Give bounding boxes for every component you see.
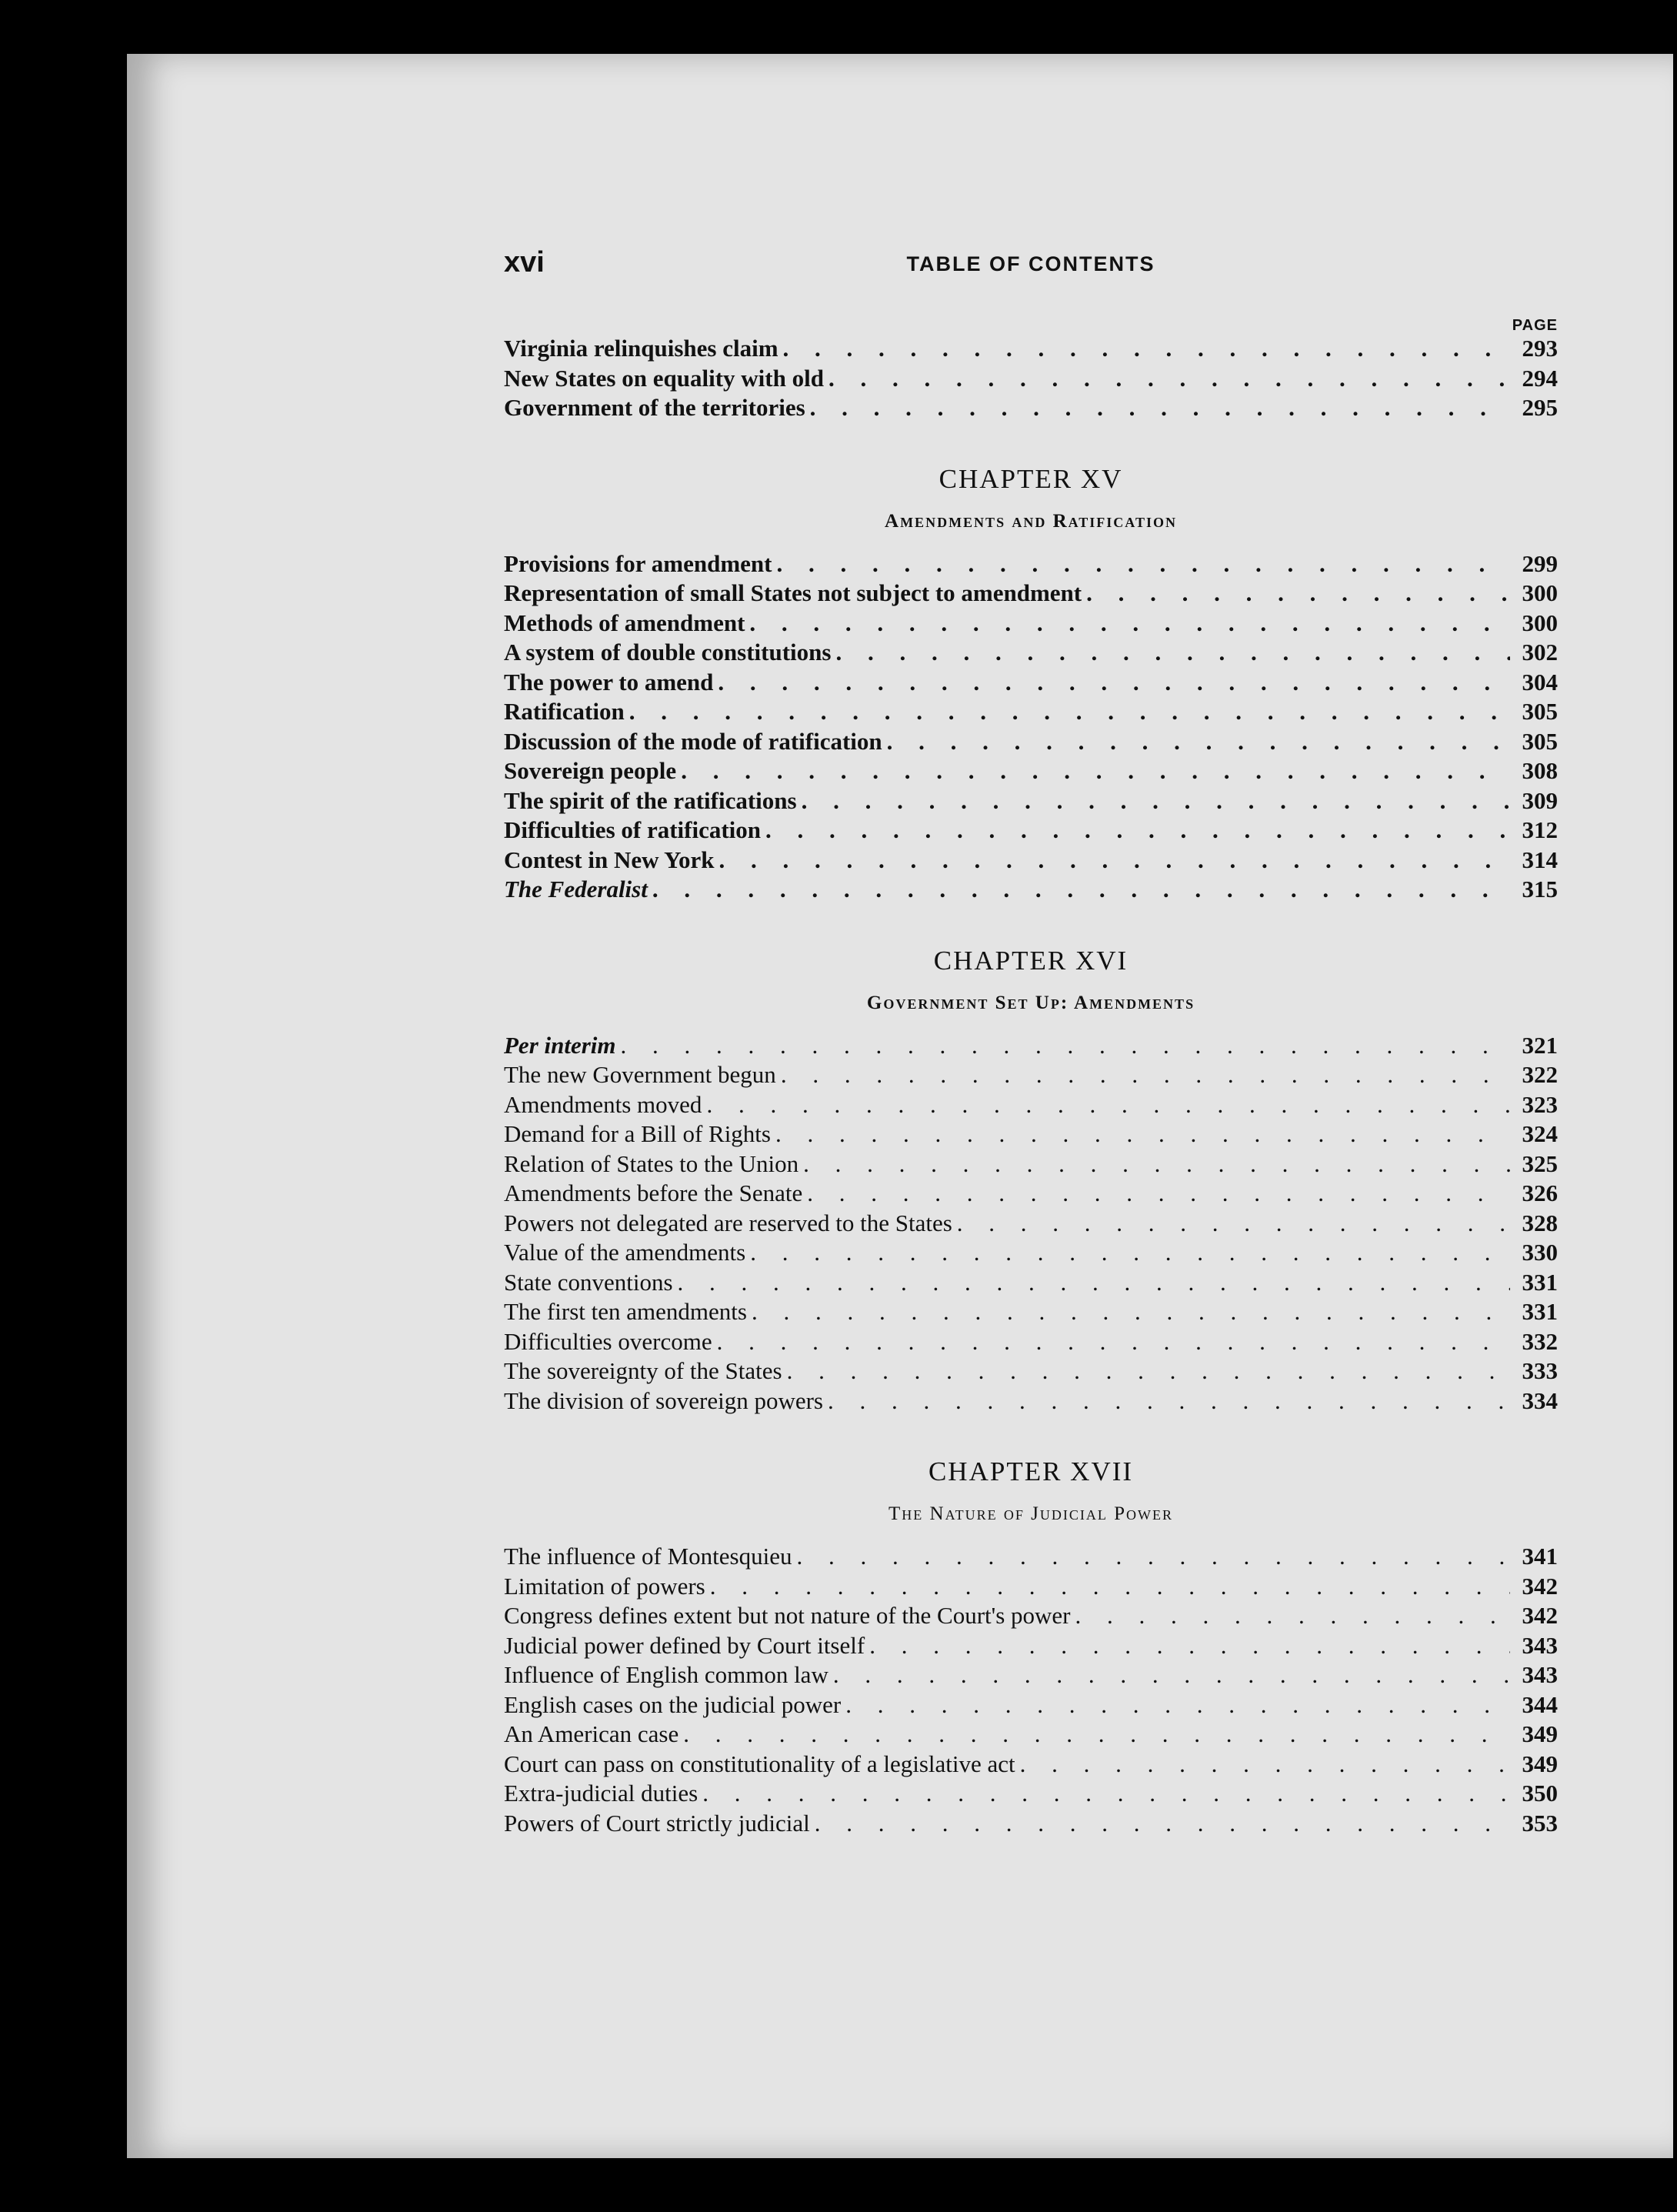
dot-leader xyxy=(833,1660,1510,1690)
dot-leader xyxy=(845,1690,1510,1720)
entry-title: The sovereignty of the States xyxy=(504,1357,782,1384)
dot-leader xyxy=(621,1031,1510,1061)
entry-page-number: 322 xyxy=(1522,1061,1558,1088)
toc-entry xyxy=(504,1327,1558,1357)
toc-entry xyxy=(504,549,1558,579)
entry-page-number: 331 xyxy=(1522,1268,1558,1296)
dot-leader xyxy=(678,1268,1510,1298)
toc-entry xyxy=(504,1149,1558,1179)
entry-page-number: 308 xyxy=(1522,757,1558,784)
toc-entry xyxy=(504,1631,1558,1661)
entry-page-number: 300 xyxy=(1522,609,1558,636)
entry-title: Methods of amendment xyxy=(504,609,745,636)
toc-entry xyxy=(504,1179,1558,1209)
entry-title: Value of the amendments xyxy=(504,1239,746,1266)
toc-entry xyxy=(504,668,1558,698)
entry-page-number: 294 xyxy=(1522,364,1558,392)
entry-title: Discussion of the mode of ratification xyxy=(504,727,882,755)
chapter-entries xyxy=(504,549,1558,905)
toc-entry xyxy=(504,697,1558,727)
entry-title: Judicial power defined by Court itself xyxy=(504,1631,865,1659)
toc-entry xyxy=(504,1572,1558,1602)
toc-entry xyxy=(504,1119,1558,1149)
toc-entry xyxy=(504,1268,1558,1298)
entry-page-number: 314 xyxy=(1522,846,1558,873)
entry-page-number: 305 xyxy=(1522,727,1558,755)
chapters xyxy=(504,462,1558,1839)
dot-leader xyxy=(750,1238,1510,1268)
dot-leader xyxy=(710,1572,1510,1602)
continued-entries xyxy=(504,334,1558,423)
entry-page-number: 331 xyxy=(1522,1298,1558,1325)
entry-title: An American case xyxy=(504,1720,679,1747)
dot-leader xyxy=(787,1356,1510,1386)
chapter-section xyxy=(504,1454,1558,1838)
running-head xyxy=(504,246,1558,289)
entry-title: Per interim xyxy=(504,1031,616,1059)
entry-title: The division of sovereign powers xyxy=(504,1386,823,1414)
dot-leader xyxy=(957,1209,1510,1239)
chapter-title: Government Set Up: Amendments xyxy=(866,992,1195,1013)
dot-leader xyxy=(869,1631,1510,1661)
entry-title: Difficulties of ratification xyxy=(504,816,762,843)
entry-title: Congress defines extent but not nature of the Court's power xyxy=(504,1602,1071,1629)
chapter-section xyxy=(504,943,1558,1416)
toc-entry xyxy=(504,1720,1558,1750)
entry-title: The power to amend xyxy=(504,668,714,696)
toc-entry xyxy=(504,1542,1558,1572)
page-column-label: PAGE xyxy=(1512,317,1558,334)
toc-entry xyxy=(504,334,1558,364)
toc-entry xyxy=(504,756,1558,786)
dot-leader xyxy=(719,846,1510,876)
entry-page-number: 325 xyxy=(1522,1149,1558,1177)
dot-leader xyxy=(681,756,1510,786)
toc-entry xyxy=(504,1386,1558,1416)
dot-leader xyxy=(796,1542,1510,1572)
toc-entry xyxy=(504,1690,1558,1720)
entry-title: Sovereign people xyxy=(504,757,677,784)
entry-title: Government of the territories xyxy=(504,394,805,421)
toc-entry xyxy=(504,638,1558,668)
entry-page-number: 295 xyxy=(1522,394,1558,421)
entry-page-number: 330 xyxy=(1522,1239,1558,1266)
dot-leader xyxy=(810,393,1510,423)
toc-entry xyxy=(504,1209,1558,1239)
chapter-title: The Nature of Judicial Power xyxy=(889,1503,1173,1524)
dot-leader xyxy=(828,364,1510,394)
toc-entry xyxy=(504,1031,1558,1061)
entry-title: The Federalist xyxy=(504,876,648,902)
dot-leader xyxy=(702,1779,1510,1809)
dot-leader xyxy=(775,1119,1510,1149)
entry-page-number: 321 xyxy=(1522,1031,1558,1059)
chapter-entries xyxy=(504,1031,1558,1416)
dot-leader xyxy=(683,1720,1510,1750)
dot-leader xyxy=(706,1090,1510,1120)
toc-entry xyxy=(504,1297,1558,1327)
toc-entry xyxy=(504,1779,1558,1809)
entry-title: Contest in New York xyxy=(504,846,715,873)
chapter-title: Amendments and Ratification xyxy=(885,510,1177,532)
entry-title: Influence of English common law xyxy=(504,1661,828,1688)
dot-leader xyxy=(828,1386,1510,1416)
dot-leader xyxy=(717,1327,1510,1357)
entry-page-number: 315 xyxy=(1522,876,1558,902)
table-of-contents xyxy=(504,246,1558,1838)
toc-entry xyxy=(504,727,1558,757)
toc-entry xyxy=(504,579,1558,609)
dot-leader xyxy=(807,1179,1510,1209)
toc-entry xyxy=(504,1601,1558,1631)
entry-page-number: 334 xyxy=(1522,1386,1558,1414)
dot-leader xyxy=(781,1060,1510,1090)
entry-page-number: 350 xyxy=(1522,1780,1558,1807)
toc-entry xyxy=(504,393,1558,423)
entry-page-number: 349 xyxy=(1522,1750,1558,1777)
entry-page-number: 332 xyxy=(1522,1327,1558,1355)
dot-leader xyxy=(652,875,1510,905)
entry-title: The first ten amendments xyxy=(504,1298,747,1325)
entry-page-number: 342 xyxy=(1522,1602,1558,1629)
entry-page-number: 343 xyxy=(1522,1631,1558,1659)
entry-title: Representation of small States not subject to amendment xyxy=(504,579,1082,606)
dot-leader xyxy=(815,1809,1510,1839)
page-number: xvi xyxy=(504,246,545,279)
entry-page-number: 341 xyxy=(1522,1543,1558,1570)
dot-leader xyxy=(752,1297,1510,1327)
toc-entry xyxy=(504,846,1558,876)
entry-title: Relation of States to the Union xyxy=(504,1149,799,1177)
entry-title: Powers not delegated are reserved to the States xyxy=(504,1209,952,1236)
dot-leader xyxy=(1086,579,1510,609)
chapter-heading: CHAPTER XVI xyxy=(933,945,1129,976)
dot-leader xyxy=(765,816,1510,846)
entry-title: New States on equality with old xyxy=(504,364,824,392)
entry-page-number: 326 xyxy=(1522,1179,1558,1206)
entry-page-number: 309 xyxy=(1522,786,1558,814)
entry-title: The new Government begun xyxy=(504,1061,776,1088)
entry-page-number: 342 xyxy=(1522,1572,1558,1600)
toc-entry xyxy=(504,1356,1558,1386)
chapter-heading: CHAPTER XVII xyxy=(928,1456,1134,1486)
dot-leader xyxy=(803,1149,1510,1179)
entry-page-number: 328 xyxy=(1522,1209,1558,1236)
dot-leader xyxy=(835,638,1510,668)
toc-entry xyxy=(504,786,1558,816)
toc-entry xyxy=(504,1238,1558,1268)
entry-page-number: 293 xyxy=(1522,335,1558,362)
dot-leader xyxy=(887,727,1510,757)
running-head-title: TABLE OF CONTENTS xyxy=(906,252,1155,275)
entry-page-number: 302 xyxy=(1522,639,1558,666)
entry-page-number: 353 xyxy=(1522,1809,1558,1837)
entry-title: Court can pass on constitutionality of a legislative act xyxy=(504,1750,1015,1777)
entry-page-number: 312 xyxy=(1522,816,1558,843)
entry-title: Ratification xyxy=(504,698,625,725)
toc-entry xyxy=(504,1809,1558,1839)
dot-leader xyxy=(1075,1601,1510,1631)
entry-title: A system of double constitutions xyxy=(504,639,832,666)
entry-title: Virginia relinquishes claim xyxy=(504,335,778,362)
entry-page-number: 333 xyxy=(1522,1357,1558,1384)
entry-title: Amendments moved xyxy=(504,1090,702,1118)
dot-leader xyxy=(749,609,1510,639)
toc-entry xyxy=(504,609,1558,639)
entry-title: Demand for a Bill of Rights xyxy=(504,1120,771,1147)
entry-page-number: 304 xyxy=(1522,668,1558,696)
entry-page-number: 344 xyxy=(1522,1690,1558,1718)
entry-title: Difficulties overcome xyxy=(504,1327,712,1355)
entry-title: Extra-judicial duties xyxy=(504,1780,698,1807)
entry-page-number: 299 xyxy=(1522,549,1558,577)
dot-leader xyxy=(783,334,1510,364)
entry-title: English cases on the judicial power xyxy=(504,1690,842,1718)
entry-page-number: 343 xyxy=(1522,1661,1558,1688)
toc-entry xyxy=(504,816,1558,846)
entry-title: Provisions for amendment xyxy=(504,549,772,577)
toc-entry xyxy=(504,875,1558,905)
toc-entry xyxy=(504,1060,1558,1090)
entry-title: Limitation of powers xyxy=(504,1572,705,1600)
dot-leader xyxy=(1020,1750,1510,1780)
entry-title: Powers of Court strictly judicial xyxy=(504,1809,810,1837)
entry-page-number: 305 xyxy=(1522,698,1558,725)
entry-title: The influence of Montesquieu xyxy=(504,1543,792,1570)
entry-page-number: 349 xyxy=(1522,1720,1558,1747)
dot-leader xyxy=(718,668,1510,698)
entry-page-number: 324 xyxy=(1522,1120,1558,1147)
chapter-heading: CHAPTER XV xyxy=(939,463,1123,494)
toc-entry xyxy=(504,364,1558,394)
entry-title: The spirit of the ratifications xyxy=(504,786,797,814)
dot-leader xyxy=(776,549,1510,579)
chapter-entries xyxy=(504,1542,1558,1838)
toc-entry xyxy=(504,1750,1558,1780)
toc-entry xyxy=(504,1660,1558,1690)
entry-page-number: 300 xyxy=(1522,579,1558,606)
dot-leader xyxy=(629,697,1510,727)
entry-title: Amendments before the Senate xyxy=(504,1179,803,1206)
chapter-section xyxy=(504,462,1558,905)
entry-title: State conventions xyxy=(504,1268,673,1296)
dot-leader xyxy=(802,786,1510,816)
toc-entry xyxy=(504,1090,1558,1120)
entry-page-number: 323 xyxy=(1522,1090,1558,1118)
